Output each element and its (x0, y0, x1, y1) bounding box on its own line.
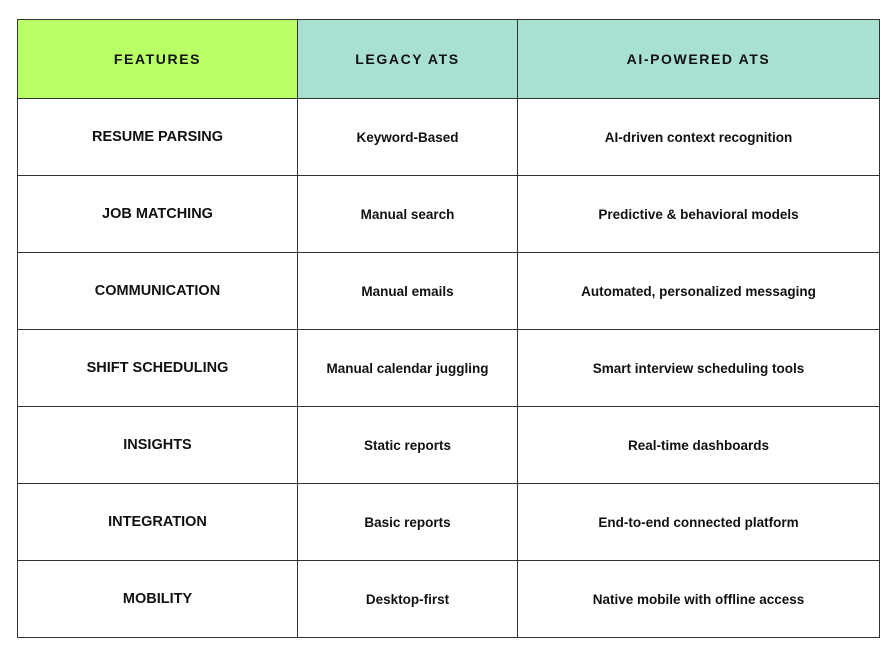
legacy-cell: Manual search (298, 176, 518, 253)
feature-cell: SHIFT SCHEDULING (18, 330, 298, 407)
ai-cell: End-to-end connected platform (518, 484, 880, 561)
ai-cell: Automated, personalized messaging (518, 253, 880, 330)
legacy-cell: Static reports (298, 407, 518, 484)
table-row (18, 407, 880, 484)
ai-cell: Smart interview scheduling tools (518, 330, 880, 407)
header-row (18, 20, 880, 99)
feature-cell: JOB MATCHING (18, 176, 298, 253)
ai-cell: AI-driven context recognition (518, 99, 880, 176)
feature-cell: MOBILITY (18, 561, 298, 638)
comparison-table (17, 19, 880, 638)
table-row (18, 176, 880, 253)
legacy-cell: Manual calendar juggling (298, 330, 518, 407)
table-row (18, 484, 880, 561)
table-row (18, 253, 880, 330)
ai-cell: Predictive & behavioral models (518, 176, 880, 253)
feature-cell: RESUME PARSING (18, 99, 298, 176)
legacy-cell: Manual emails (298, 253, 518, 330)
ai-cell: Real-time dashboards (518, 407, 880, 484)
header-features: FEATURES (18, 20, 298, 99)
feature-cell: INSIGHTS (18, 407, 298, 484)
feature-cell: INTEGRATION (18, 484, 298, 561)
legacy-cell: Keyword-Based (298, 99, 518, 176)
feature-cell: COMMUNICATION (18, 253, 298, 330)
legacy-cell: Desktop-first (298, 561, 518, 638)
table-row (18, 99, 880, 176)
header-legacy-ats: LEGACY ATS (298, 20, 518, 99)
table-row (18, 330, 880, 407)
table-row (18, 561, 880, 638)
header-ai-powered-ats: AI-POWERED ATS (518, 20, 880, 99)
ai-cell: Native mobile with offline access (518, 561, 880, 638)
legacy-cell: Basic reports (298, 484, 518, 561)
